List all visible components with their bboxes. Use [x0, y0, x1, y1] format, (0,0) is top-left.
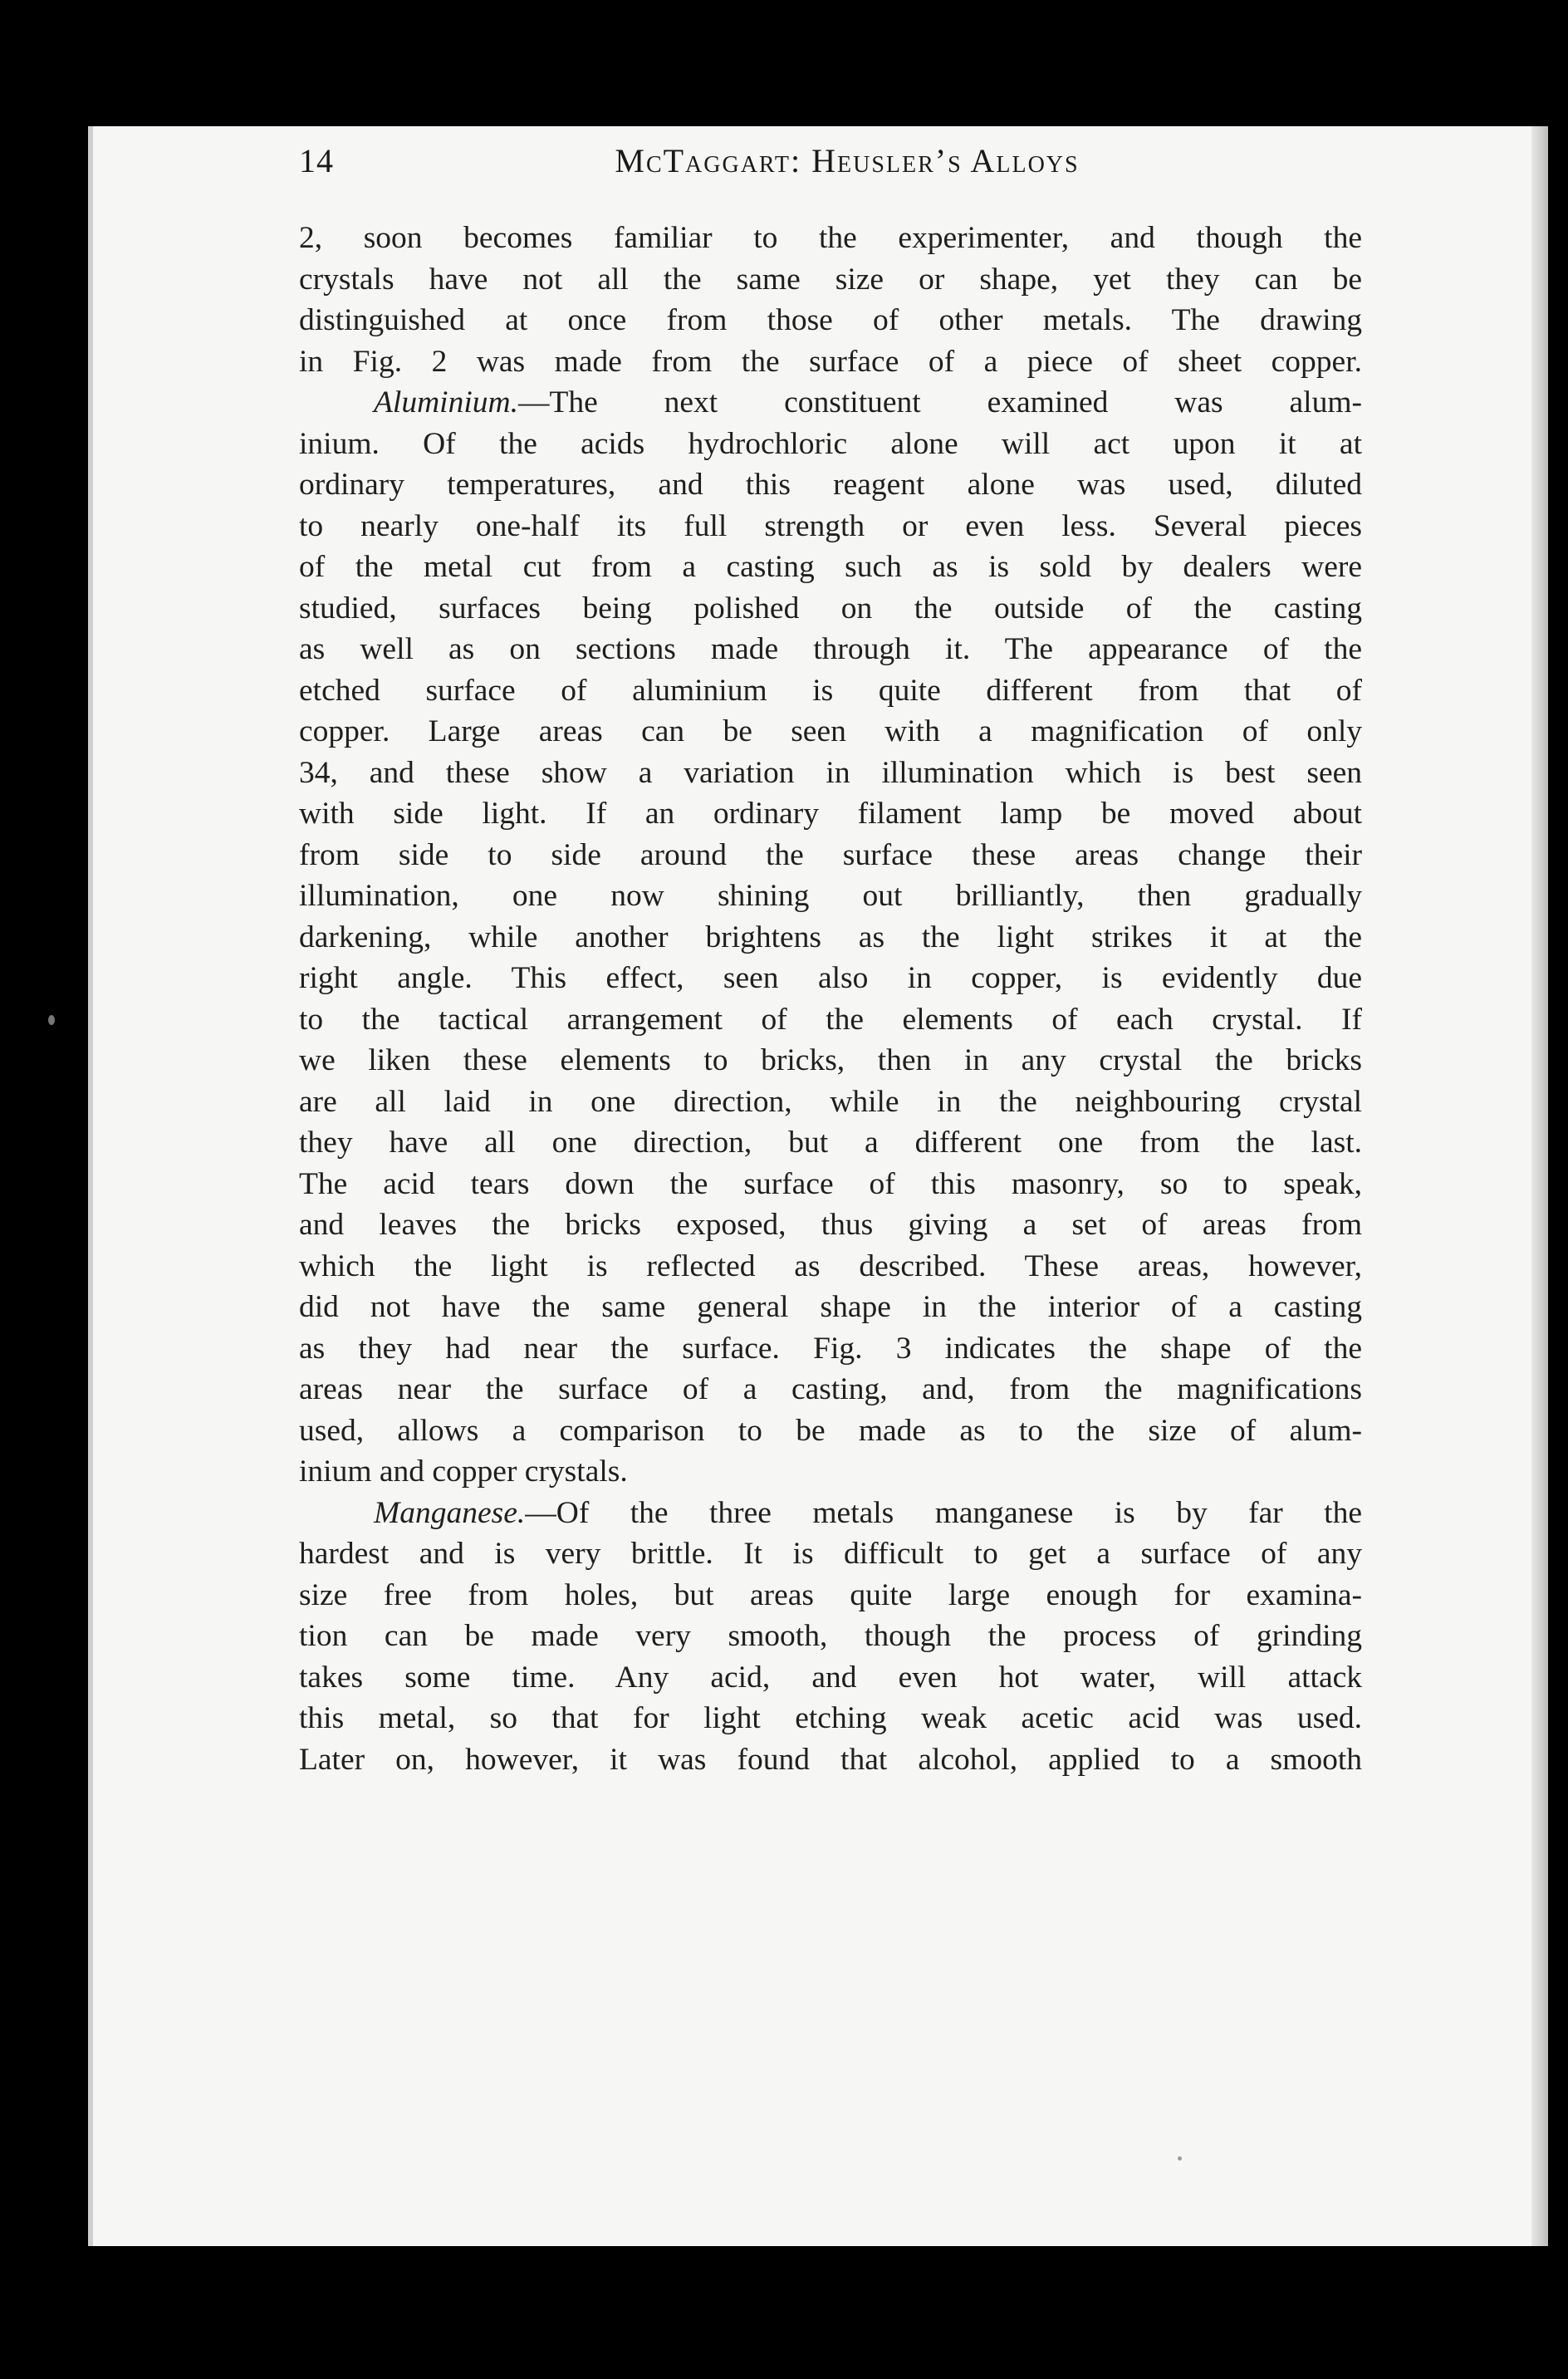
text-line: are all laid in one direction, while in the neighbouring crystal: [299, 1084, 1362, 1119]
text-line: inium and copper crystals.: [299, 1454, 628, 1489]
text-line: takes some time. Any acid, and even hot water, will attack: [299, 1660, 1362, 1695]
text-line: they have all one direction, but a different one from the last.: [299, 1126, 1362, 1160]
text-line: and leaves the bricks exposed, thus giving a set of areas from: [299, 1208, 1362, 1242]
text-line: right angle. This effect, seen also in copper, is evidently due: [299, 961, 1362, 995]
text-line: hardest and is very brittle. It is difficult to get a surface of any: [299, 1537, 1362, 1571]
text-line: to the tactical arrangement of the elements of each crystal. If: [299, 1002, 1362, 1037]
paragraph-manganese-first-line: [299, 1493, 1362, 1534]
text-line: studied, surfaces being polished on the outside of the casting: [299, 591, 1362, 625]
text-line: 2, soon becomes familiar to the experimenter, and though the: [299, 221, 1362, 255]
text-line: ordinary temperatures, and this reagent alone was used, diluted: [299, 468, 1362, 502]
text-line: did not have the same general shape in the interior of a casting: [299, 1290, 1362, 1324]
text-line: as well as on sections made through it. The appearance of the: [299, 632, 1362, 666]
text-line: 34, and these show a variation in illumination which is best seen: [299, 755, 1362, 790]
text-line: The acid tears down the surface of this masonry, so to speak,: [299, 1166, 1362, 1201]
text-line: etched surface of aluminium is quite different from that of: [299, 673, 1362, 708]
scan-speck: [48, 1015, 55, 1025]
text-line: in Fig. 2 was made from the surface of a piece of sheet copper.: [299, 344, 1362, 379]
text-line: darkening, while another brightens as the light strikes it at the: [299, 920, 1362, 954]
body-text: [299, 218, 1362, 1780]
text-line: size free from holes, but areas quite large enough for examina-: [299, 1577, 1362, 1612]
text-line: tion can be made very smooth, though the process of grinding: [299, 1619, 1362, 1653]
text-line: illumination, one now shining out brilliantly, then gradually: [299, 879, 1362, 913]
text-line: crystals have not all the same size or shape, yet they can be: [299, 262, 1362, 297]
text-line: as they had near the surface. Fig. 3 indicates the shape of the: [299, 1331, 1362, 1366]
text-line: areas near the surface of a casting, and, from the magnifications: [299, 1372, 1362, 1406]
section-lead-manganese: Manganese.: [374, 1495, 526, 1530]
text-line: we liken these elements to bricks, then in any crystal the bricks: [299, 1043, 1362, 1077]
text-line: Later on, however, it was found that alcohol, applied to a smooth: [299, 1742, 1362, 1777]
text-line: used, allows a comparison to be made as to the size of alum-: [299, 1413, 1362, 1448]
paragraph-aluminium-first-line: [299, 382, 1362, 424]
running-head: McTaggart: Heusler’s Alloys: [615, 142, 1080, 179]
page-edge-shadow: [1531, 126, 1548, 2246]
scan-speck: [1178, 2156, 1182, 2161]
section-lead-aluminium: Aluminium.: [374, 385, 518, 419]
text-line: which the light is reflected as described. These areas, however,: [299, 1248, 1362, 1283]
page-number: 14: [299, 142, 334, 179]
text-line: to nearly one-half its full strength or even less. Several pieces: [299, 508, 1362, 543]
text-line: copper. Large areas can be seen with a magnification of only: [299, 714, 1362, 748]
text-line: of the metal cut from a casting such as is sold by dealers were: [299, 550, 1362, 584]
text-line: from side to side around the surface these areas change their: [299, 837, 1362, 872]
text-line: this metal, so that for light etching weak acetic acid was used.: [299, 1701, 1362, 1735]
text-line: inium. Of the acids hydrochloric alone will act upon it at: [299, 426, 1362, 461]
page-header: [299, 141, 1362, 199]
text-line-rest: —The next constituent examined was alum-: [517, 385, 1362, 419]
text-line: with side light. If an ordinary filament lamp be moved about: [299, 797, 1362, 831]
text-line-rest: —Of the three metals manganese is by far the: [525, 1495, 1362, 1530]
text-line: distinguished at once from those of other metals. The drawing: [299, 303, 1362, 337]
